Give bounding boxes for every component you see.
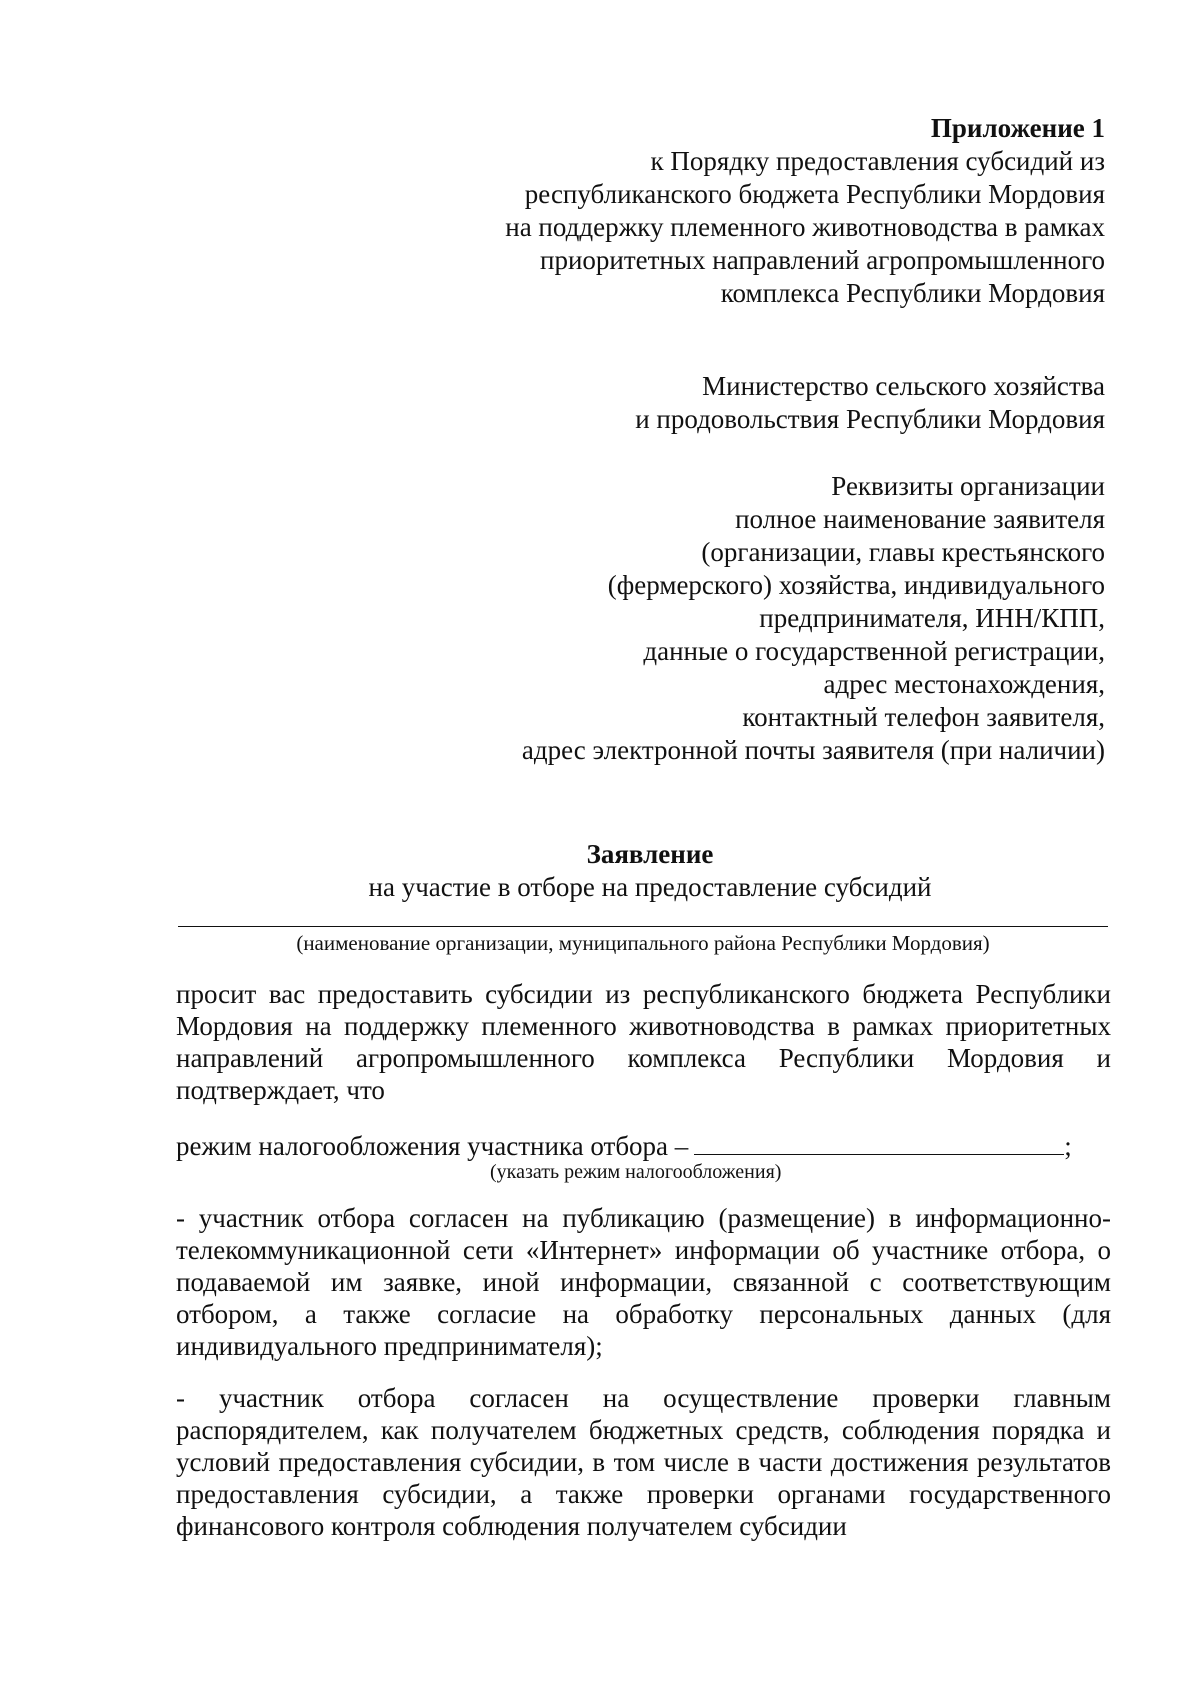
tax-regime-field[interactable] bbox=[694, 1130, 1064, 1155]
requisites-line: (организации, главы крестьянского bbox=[701, 537, 1105, 567]
appendix-line: республиканского бюджета Республики Мордовия bbox=[524, 179, 1105, 209]
requisites-line: предпринимателя, ИНН/КПП, bbox=[759, 603, 1105, 633]
requisites-line: адрес местонахождения, bbox=[823, 669, 1105, 699]
requisites-line: полное наименование заявителя bbox=[735, 504, 1105, 534]
organization-name-caption: (наименование организации, муниципального района Республики Мордовия) bbox=[296, 931, 990, 955]
control-paragraph: - участник отбора согласен на осуществление проверки главным распорядителем, как получателем бюджетных средств, соблюдения порядка и условий предоставления субсидии, в том числе в части достижения результатов предоставления субсидии, а также проверки органами государственного финансового контроля соблюдения получателем субсидии bbox=[176, 1383, 1111, 1541]
tax-regime-label: режим налогообложения участника отбора – bbox=[176, 1131, 689, 1161]
appendix-line: комплекса Республики Мордовия bbox=[720, 278, 1105, 308]
appendix-header bbox=[505, 112, 1105, 310]
tax-regime-line bbox=[176, 1130, 1111, 1162]
appendix-line: приоритетных направлений агропромышленного bbox=[540, 245, 1105, 275]
tax-regime-end: ; bbox=[1064, 1131, 1072, 1161]
requisites-line: Реквизиты организации bbox=[831, 471, 1105, 501]
request-paragraph: просит вас предоставить субсидии из республиканского бюджета Республики Мордовия на поддержку племенного животноводства в рамках приоритетных направлений агропромышленного комплекса Республики Мордовия и подтверждает, что bbox=[176, 979, 1111, 1105]
addressee-line: и продовольствия Республики Мордовия bbox=[635, 404, 1105, 434]
requisites-line: (фермерского) хозяйства, индивидуального bbox=[607, 570, 1105, 600]
addressee-line: Министерство сельского хозяйства bbox=[702, 371, 1105, 401]
appendix-line: на поддержку племенного животноводства в рамках bbox=[505, 212, 1105, 242]
organization-name-field[interactable] bbox=[178, 926, 1108, 927]
requisites-block bbox=[522, 470, 1105, 767]
requisites-line: данные о государственной регистрации, bbox=[643, 636, 1105, 666]
appendix-line: к Порядку предоставления субсидий из bbox=[650, 146, 1105, 176]
appendix-title: Приложение 1 bbox=[930, 113, 1105, 143]
requisites-line: контактный телефон заявителя, bbox=[742, 702, 1105, 732]
requisites-line: адрес электронной почты заявителя (при наличии) bbox=[521, 735, 1105, 765]
consent-paragraph: - участник отбора согласен на публикацию (размещение) в информационно-телекоммуникационной сети «Интернет» информации об участнике отбора, о подаваемой им заявке, иной информации, связанной с соответствующим отбором, а также согласие на обработку персональных данных (для индивидуального предпринимателя); bbox=[176, 1203, 1111, 1361]
statement-subtitle: на участие в отборе на предоставление субсидий bbox=[368, 872, 932, 902]
addressee-block bbox=[635, 370, 1105, 436]
tax-regime-caption: (указать режим налогообложения) bbox=[490, 1161, 782, 1183]
statement-title: Заявление bbox=[586, 839, 714, 869]
